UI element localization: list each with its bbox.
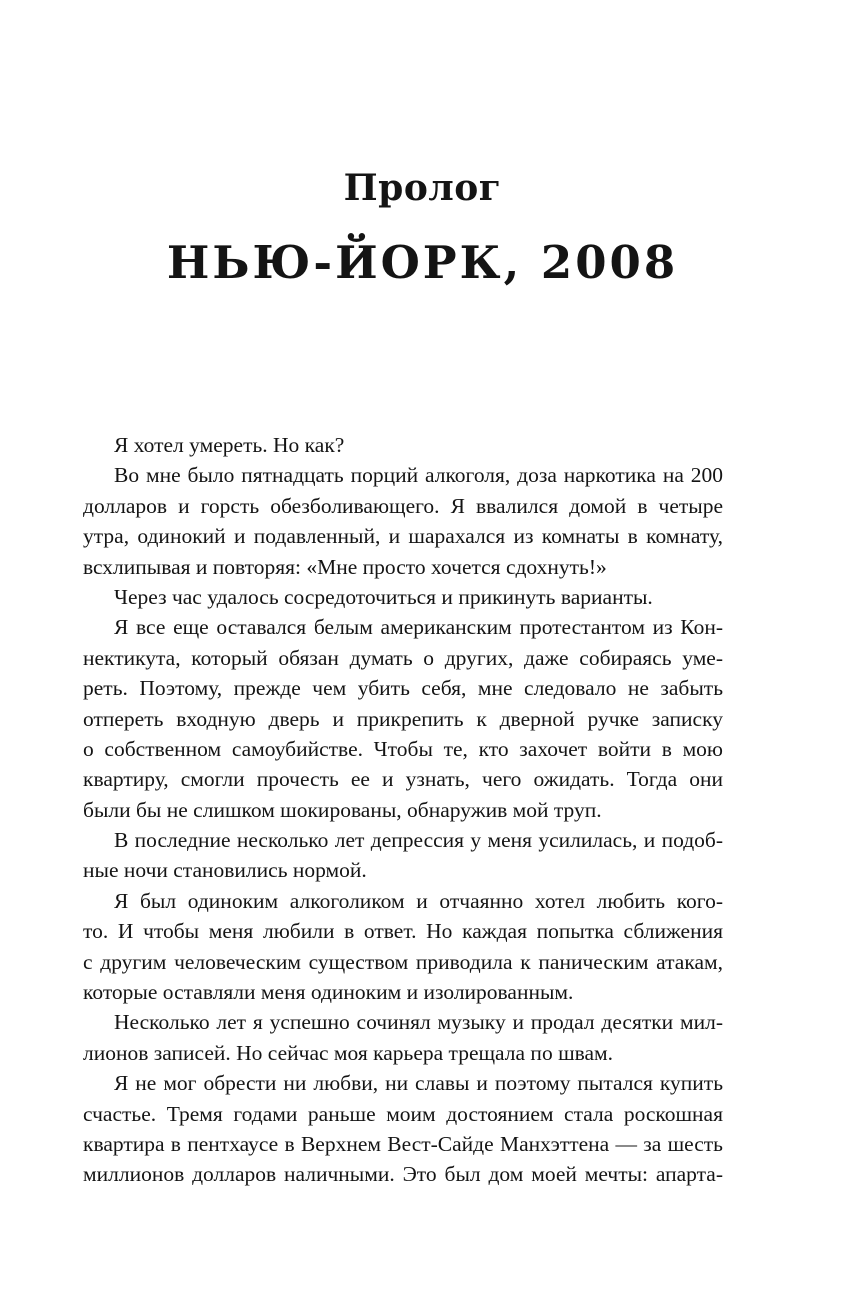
text-line: Я был одиноким алкоголиком и отчаянно хотел любить кого- — [114, 888, 723, 913]
text-line: Во мне было пятнадцать порций алкоголя, доза наркотика на 200 — [114, 463, 723, 488]
chapter-body-text — [83, 430, 723, 1190]
text-line: утра, одинокий и подавленный, и шарахался из комнаты в комнату, — [83, 524, 723, 549]
text-line: Через час удалось сосредоточиться и прикинуть варианты. — [114, 584, 653, 609]
text-line: были бы не слишком шокированы, обнаружив мой труп. — [83, 797, 602, 822]
text-line: квартиру, смогли прочесть ее и узнать, чего ожидать. Тогда они — [83, 767, 723, 792]
text-line: Я все еще оставался белым американским протестантом из Кон- — [114, 615, 723, 640]
text-line: счастье. Тремя годами раньше моим достоянием стала роскошная — [83, 1101, 723, 1126]
text-line: В последние несколько лет депрессия у меня усилилась, и подоб- — [114, 828, 723, 853]
text-line: долларов и горсть обезболивающего. Я ввалился домой в четыре — [83, 493, 723, 518]
text-line: о собственном самоубийстве. Чтобы те, кто захочет войти в мою — [83, 736, 723, 761]
text-line: реть. Поэтому, прежде чем убить себя, мне следовало не забыть — [83, 676, 723, 701]
text-line: с другим человеческим существом приводила к паническим атакам, — [83, 949, 723, 974]
text-line: Несколько лет я успешно сочинял музыку и продал десятки мил- — [114, 1010, 723, 1035]
text-line: ные ночи становились нормой. — [83, 858, 367, 883]
text-line: квартира в пентхаусе в Верхнем Вест-Сайде Манхэттена — за шесть — [83, 1131, 723, 1156]
text-line: Я хотел умереть. Но как? — [114, 433, 345, 457]
text-line: миллионов долларов наличными. Это был дом моей мечты: апарта- — [83, 1162, 723, 1187]
text-line: всхлипывая и повторяя: «Мне просто хочется сдохнуть!» — [83, 554, 607, 579]
text-line: то. И чтобы меня любили в ответ. Но каждая попытка сближения — [83, 919, 723, 944]
text-line: отпереть входную дверь и прикрепить к дверной ручке записку — [83, 706, 723, 731]
text-line: нектикута, который обязан думать о других, даже собираясь уме- — [83, 645, 723, 670]
text-line: которые оставляли меня одиноким и изолированным. — [83, 980, 574, 1005]
chapter-title: НЬЮ-ЙОРК, 2008 — [166, 236, 679, 289]
text-line: лионов записей. Но сейчас моя карьера трещала по швам. — [83, 1040, 614, 1065]
text-line: Я не мог обрести ни любви, ни славы и поэтому пытался купить — [114, 1071, 723, 1096]
chapter-label: Пролог — [343, 167, 502, 209]
